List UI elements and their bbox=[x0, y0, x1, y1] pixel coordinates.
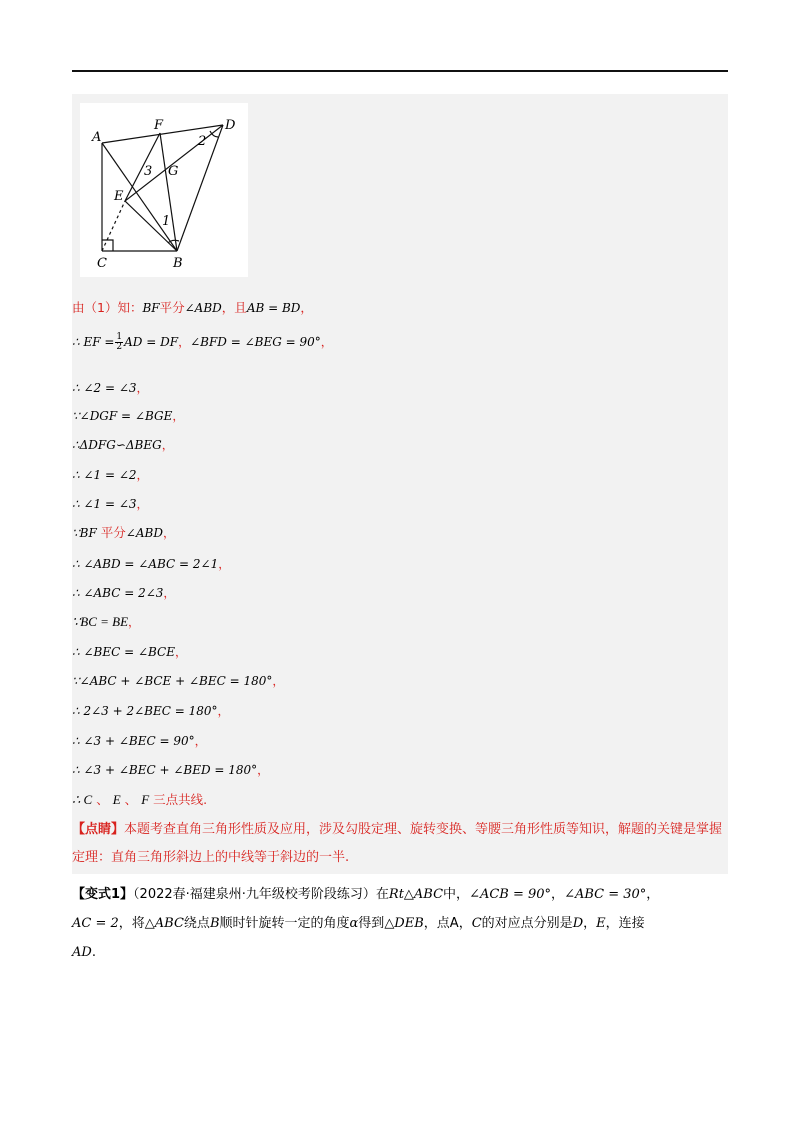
proof-12: ∴ ∠BEC = ∠BCE bbox=[72, 645, 175, 659]
variant-cond1: ∠ACB = 90° bbox=[469, 887, 552, 902]
proof-line-12 bbox=[72, 644, 187, 660]
fraction-denominator: 2 bbox=[116, 342, 123, 352]
label-D: D bbox=[225, 118, 236, 133]
proof-1-end: ， bbox=[300, 300, 313, 315]
variant-ptA: A bbox=[449, 916, 459, 931]
variant-t4: ，将 bbox=[118, 916, 145, 931]
proof-14-end: ， bbox=[217, 704, 230, 718]
proof-1-eq: AB = BD bbox=[246, 301, 301, 315]
proof-1-bisect: 平分 bbox=[159, 300, 185, 315]
header-rule bbox=[72, 70, 728, 72]
label-3: 3 bbox=[144, 164, 153, 179]
variant-t2: ， bbox=[551, 887, 565, 902]
proof-15: ∴ ∠3 + ∠BEC = 90° bbox=[72, 734, 195, 748]
proof-8-a: ∵BF bbox=[72, 526, 97, 540]
proof-11-end: ， bbox=[128, 615, 141, 629]
variant-source: （2022春·福建泉州·九年级校考阶段练习）在 bbox=[133, 887, 389, 902]
proof-8-end: ， bbox=[162, 526, 175, 540]
proof-12-end: ， bbox=[174, 645, 187, 659]
label-B: B bbox=[173, 256, 183, 271]
comment-text: 本题考查直角三角形性质及应用，涉及勾股定理、旋转变换、等腰三角形性质等知识，解题的关键是掌握定理：直角三角形斜边上的中线等于斜边的一半. bbox=[72, 822, 723, 865]
proof-5: ∴ΔDFG∽ΔBEG bbox=[72, 438, 162, 452]
variant-cond3: AC = 2 bbox=[72, 916, 119, 931]
variant-t11: ， bbox=[583, 916, 597, 931]
variant-tag: 【变式1】 bbox=[72, 887, 134, 902]
variant-block bbox=[72, 880, 732, 967]
fraction-numerator: 1 bbox=[116, 332, 123, 342]
proof-line-5 bbox=[72, 437, 174, 453]
variant-t1: 中， bbox=[443, 887, 470, 902]
geometry-diagram bbox=[80, 103, 248, 277]
variant-seg: AD bbox=[72, 945, 92, 960]
proof-6-end: ， bbox=[136, 468, 149, 482]
variant-t5: 绕点 bbox=[183, 916, 210, 931]
variant-t13: . bbox=[91, 945, 96, 960]
proof-line-8 bbox=[72, 525, 175, 541]
proof-1-and: ，且 bbox=[221, 300, 247, 315]
proof-line-16 bbox=[72, 762, 269, 778]
proof-line-17 bbox=[72, 792, 207, 808]
label-F: F bbox=[154, 118, 164, 133]
geometry-figure bbox=[80, 103, 248, 277]
proof-1-angle: ∠ABD bbox=[184, 301, 222, 315]
proof-7-end: ， bbox=[136, 497, 149, 511]
variant-t6: 顺时针旋转一定的角度 bbox=[219, 916, 350, 931]
variant-ptC: C bbox=[471, 916, 482, 931]
proof-line-11 bbox=[72, 614, 140, 630]
proof-17-d: 、 bbox=[124, 792, 138, 807]
proof-13: ∵∠ABC + ∠BCE + ∠BEC = 180° bbox=[72, 674, 273, 688]
proof-17-a: ∴ C bbox=[72, 792, 93, 807]
variant-rt: Rt△ABC bbox=[388, 887, 444, 902]
variant-ptB: B bbox=[209, 916, 220, 931]
proof-16-end: ， bbox=[257, 763, 270, 777]
proof-13-end: ， bbox=[272, 674, 285, 688]
proof-1-prefix: 由（1）知： bbox=[72, 300, 143, 315]
proof-line-13 bbox=[72, 673, 284, 689]
proof-line-9 bbox=[72, 556, 230, 572]
proof-1-bf: BF bbox=[142, 301, 160, 315]
label-E: E bbox=[114, 189, 124, 204]
variant-t7: 得到 bbox=[358, 916, 385, 931]
proof-line-1 bbox=[72, 300, 313, 316]
proof-3-end: ， bbox=[136, 381, 149, 395]
variant-t3: ， bbox=[646, 887, 660, 902]
variant-ptE: E bbox=[596, 916, 606, 931]
proof-line-14 bbox=[72, 703, 230, 719]
proof-9: ∴ ∠ABD = ∠ABC = 2∠1 bbox=[72, 557, 219, 571]
variant-t9: ， bbox=[458, 916, 472, 931]
label-G: G bbox=[168, 164, 179, 179]
segment-FE bbox=[125, 133, 160, 201]
proof-11: ∵BC = BE bbox=[72, 614, 129, 629]
label-2: 2 bbox=[198, 134, 207, 149]
proof-10: ∴ ∠ABC = 2∠3 bbox=[72, 586, 164, 600]
comment-block bbox=[72, 816, 728, 872]
proof-17-f: 三点共线. bbox=[153, 792, 208, 807]
variant-tri: △ABC bbox=[144, 916, 184, 931]
proof-4-end: ， bbox=[172, 409, 185, 423]
segment-ED bbox=[125, 125, 223, 201]
variant-t10: 的对应点分别是 bbox=[481, 916, 573, 931]
proof-3: ∴ ∠2 = ∠3 bbox=[72, 381, 137, 395]
proof-15-end: ， bbox=[194, 734, 207, 748]
proof-2-a: ∴ EF = bbox=[72, 335, 115, 349]
proof-9-end: ， bbox=[218, 557, 231, 571]
proof-2-sep: ， bbox=[178, 335, 191, 349]
proof-17-b: 、 bbox=[96, 792, 109, 807]
proof-line-6 bbox=[72, 467, 149, 483]
proof-2-end: ， bbox=[320, 335, 333, 349]
variant-t8: ，点 bbox=[423, 916, 450, 931]
proof-10-end: ， bbox=[163, 586, 176, 600]
proof-line-10 bbox=[72, 585, 175, 601]
proof-4: ∵∠DGF = ∠BGE bbox=[72, 409, 173, 423]
variant-tri2: △DEB bbox=[384, 916, 424, 931]
segment-FB bbox=[160, 133, 177, 251]
label-A: A bbox=[92, 130, 102, 145]
proof-2-b: AD = DF bbox=[124, 335, 179, 349]
proof-line-4 bbox=[72, 408, 184, 424]
comment-tag: 【点睛】 bbox=[72, 822, 125, 837]
proof-8-b: 平分 bbox=[100, 525, 126, 540]
proof-17-e: F bbox=[141, 792, 150, 807]
proof-14: ∴ 2∠3 + 2∠BEC = 180° bbox=[72, 704, 218, 718]
proof-2-c: ∠BFD = ∠BEG = 90° bbox=[190, 335, 321, 349]
proof-5-end: ， bbox=[161, 438, 174, 452]
proof-7: ∴ ∠1 = ∠3 bbox=[72, 497, 137, 511]
proof-line-7 bbox=[72, 496, 149, 512]
proof-17-c: E bbox=[112, 792, 121, 807]
proof-16: ∴ ∠3 + ∠BEC + ∠BED = 180° bbox=[72, 763, 258, 777]
fraction-half bbox=[115, 333, 123, 352]
right-angle-mark bbox=[102, 240, 113, 251]
proof-8-c: ∠ABD bbox=[125, 526, 163, 540]
proof-6: ∴ ∠1 = ∠2 bbox=[72, 468, 137, 482]
label-1: 1 bbox=[162, 214, 171, 229]
proof-line-15 bbox=[72, 733, 207, 749]
variant-alpha: α bbox=[349, 916, 359, 931]
proof-line-2 bbox=[72, 333, 333, 352]
proof-line-3 bbox=[72, 380, 149, 396]
label-C: C bbox=[97, 256, 107, 271]
variant-cond2: ∠ABC = 30° bbox=[564, 887, 647, 902]
variant-ptD: D bbox=[572, 916, 584, 931]
variant-t12: ，连接 bbox=[605, 916, 645, 931]
